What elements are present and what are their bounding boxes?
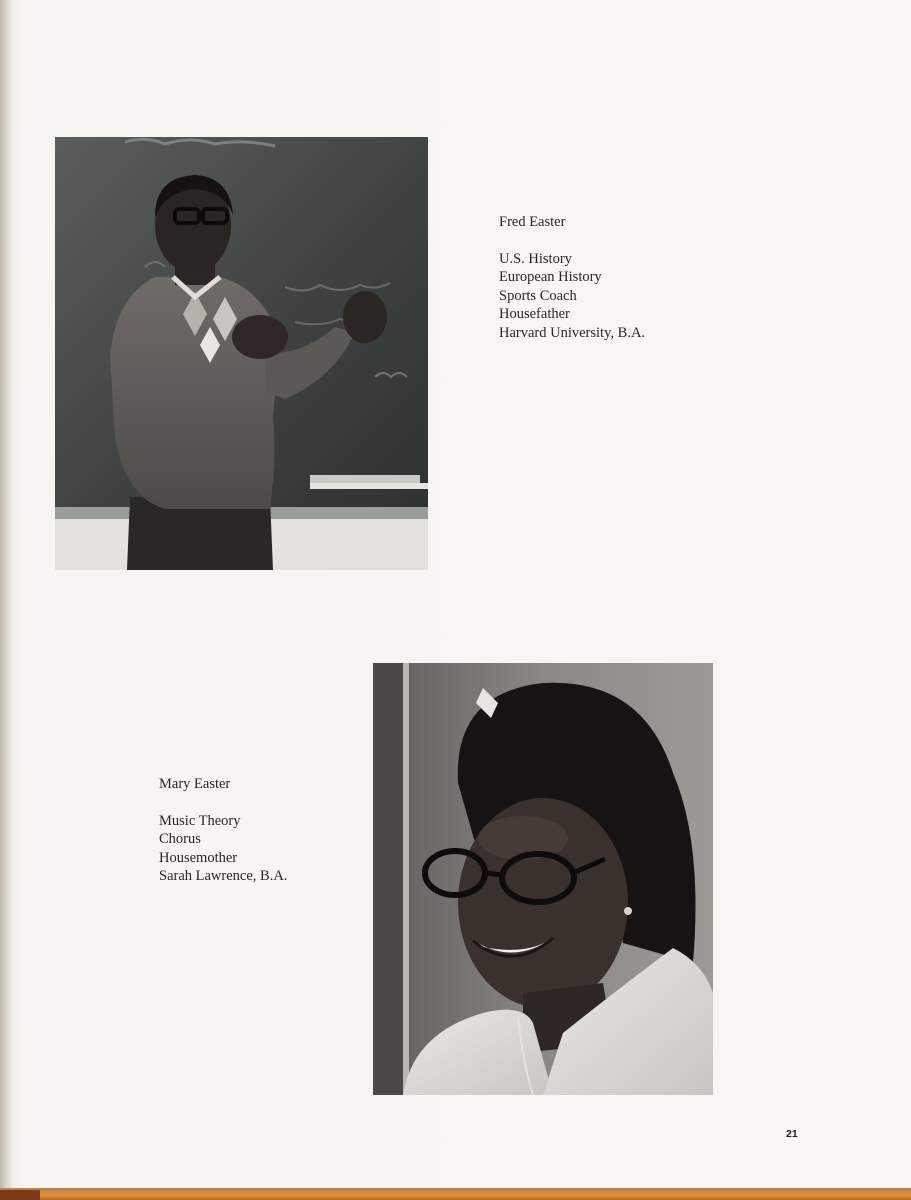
- fred-easter-bio: [499, 213, 645, 343]
- person-name: Mary Easter: [159, 776, 231, 792]
- mary-easter-bio: [159, 775, 287, 886]
- cover-edge: [0, 1188, 911, 1200]
- cover-tear: [0, 1190, 40, 1200]
- detail-item: Housemother: [159, 849, 238, 866]
- detail-item: Sarah Lawrence, B.A.: [159, 868, 288, 885]
- fred-easter-photo: [55, 137, 428, 570]
- detail-item: U.S. History: [499, 250, 572, 267]
- detail-item: Harvard University, B.A.: [499, 324, 646, 341]
- page-number: 21: [786, 1128, 798, 1140]
- detail-item: Chorus: [159, 831, 201, 848]
- person-name: Fred Easter: [499, 214, 566, 230]
- detail-list: [159, 812, 287, 886]
- detail-item: Sports Coach: [499, 287, 577, 304]
- detail-item: Housefather: [499, 306, 570, 323]
- binding-shadow: [0, 0, 14, 1188]
- detail-item: Music Theory: [159, 812, 241, 829]
- mary-easter-photo: [373, 663, 713, 1095]
- detail-list: [499, 250, 645, 343]
- detail-item: European History: [499, 269, 602, 286]
